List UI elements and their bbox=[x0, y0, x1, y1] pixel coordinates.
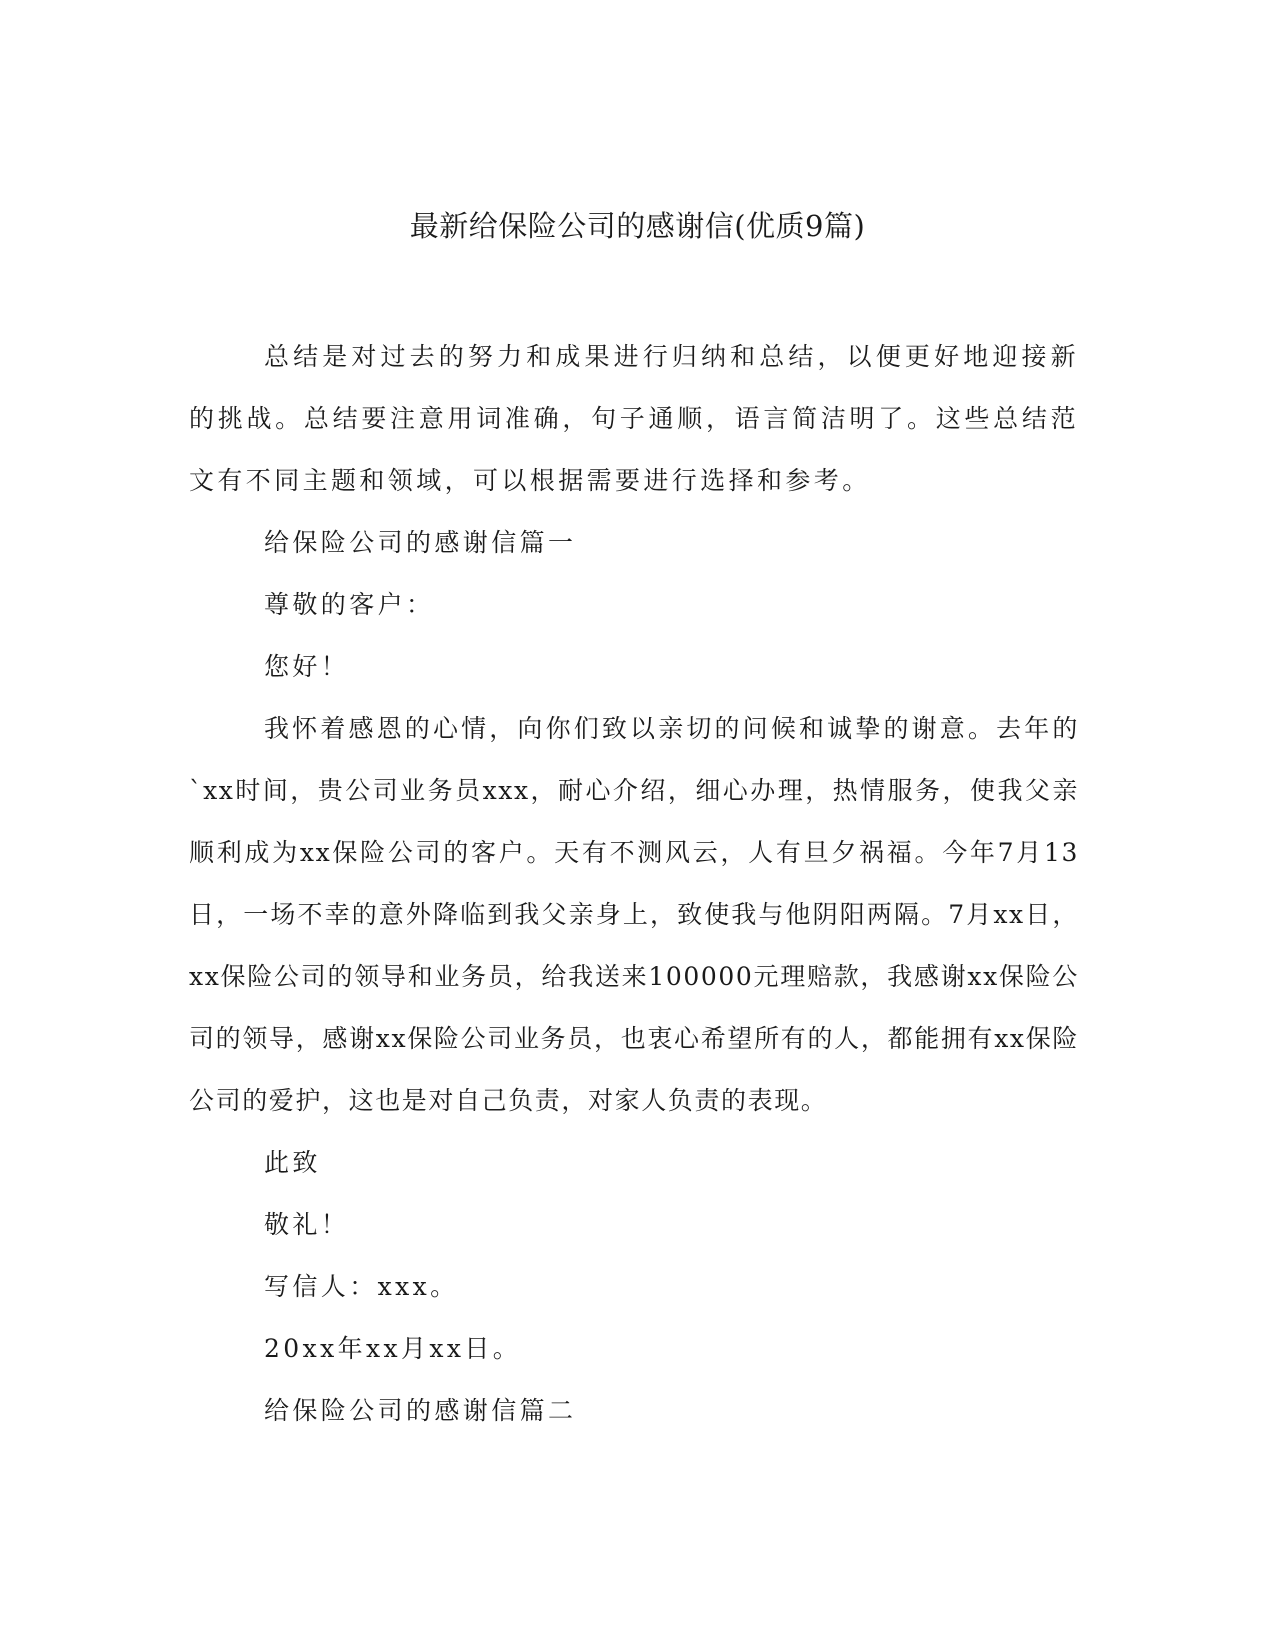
document-body bbox=[189, 326, 1079, 1442]
letter-body-paragraph: 我怀着感恩的心情，向你们致以亲切的问候和诚挚的谢意。去年的`xx时间，贵公司业务员xxx，耐心介绍，细心办理，热情服务，使我父亲顺利成为xx保险公司的客户。天有不测风云，人有旦夕祸福。今年7月13日，一场不幸的意外降临到我父亲身上，致使我与他阴阳两隔。7月xx日，xx保险公司的领导和业务员，给我送来100000元理赔款，我感谢xx保险公司的领导，感谢xx保险公司业务员，也衷心希望所有的人，都能拥有xx保险公司的爱护，这也是对自己负责，对家人负责的表现。 bbox=[189, 714, 1079, 1115]
section-heading-one: 给保险公司的感谢信篇一 bbox=[264, 528, 577, 557]
document-title: 最新给保险公司的感谢信(优质9篇) bbox=[409, 209, 866, 243]
section-heading-two: 给保险公司的感谢信篇二 bbox=[264, 1396, 577, 1425]
salutation: 尊敬的客户： bbox=[264, 590, 435, 619]
signature-line: 写信人：xxx。 bbox=[264, 1272, 459, 1301]
closing-salute: 敬礼！ bbox=[264, 1210, 350, 1239]
intro-paragraph: 总结是对过去的努力和成果进行归纳和总结，以便更好地迎接新的挑战。总结要注意用词准确，句子通顺，语言简洁明了。这些总结范文有不同主题和领域，可以根据需要进行选择和参考。 bbox=[189, 342, 1079, 495]
date-line: 20xx年xx月xx日。 bbox=[264, 1334, 522, 1363]
closing-line: 此致 bbox=[264, 1148, 321, 1177]
greeting: 您好！ bbox=[264, 652, 350, 681]
